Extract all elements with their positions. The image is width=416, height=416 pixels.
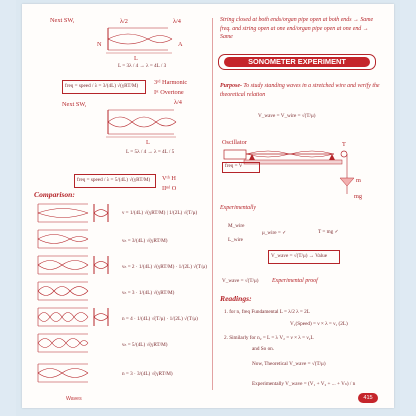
comparison-row-5: n = 4 · 1/(4L) √(T/μ) · 1/(2L) √(T/μ)	[122, 316, 198, 322]
overtone-2nd-label: IIⁿᵈ O	[162, 185, 177, 192]
node-label: N	[97, 41, 102, 48]
experimental-v-wave: Experimentally V_wave = (V₁ + V₂ + ... + Vₙ) / n	[252, 381, 356, 387]
freq-v-label: freq = V	[225, 163, 243, 169]
lambda-half-label: λ/2	[120, 18, 128, 25]
overtone-1st-label: Iˢᵗ Overtone	[154, 89, 184, 96]
lambda-quarter-label-1: λ/4	[173, 18, 181, 25]
purpose-paragraph	[220, 82, 382, 99]
oscillator-label: Oscillator	[222, 139, 247, 146]
comparison-row-3: νₙ = 2 · 1/(4L) √(γRT/M) · 1/(2L) √(T/μ)	[122, 264, 207, 270]
sonometer-banner	[218, 54, 376, 70]
comparison-heading: Comparison:	[34, 190, 75, 199]
comparison-diagrams	[36, 202, 112, 392]
tension-mg-label: T = mg ✓	[318, 229, 339, 235]
tension-t-label: T	[342, 141, 346, 148]
lambda-quarter-label-2: λ/4	[174, 99, 182, 106]
standing-wave-diagram-5th-harmonic	[106, 108, 206, 138]
next-sw-label-2: Next SW,	[62, 101, 87, 108]
freq-formula-1: freq = speed / λ = 3/(4L) √(γRT/M)	[65, 83, 139, 89]
v-wave-value: V_wave = √(T/μ) → Value	[271, 253, 327, 259]
reading-2b: and So on.	[252, 346, 275, 352]
experimentally-label-1: Experimentally	[220, 205, 256, 211]
length-label-2: L	[146, 139, 150, 146]
footer-chapter-label: Waves	[66, 396, 82, 402]
v-wave-equation: V_wave = V_wire = √(T/μ)	[258, 113, 316, 119]
mass-m-label: m	[356, 177, 361, 184]
textbook-page	[22, 4, 394, 408]
page-number-badge: 415	[358, 393, 378, 403]
intro-paragraph: String closed at both ends/organ pipe open at both ends → Same freq. and string open at one end/organ pipe open at one end → Same	[220, 17, 374, 41]
comparison-row-6: νₙ = 5/(4L) √(γRT/M)	[122, 342, 168, 348]
v-wave-experimental: V_wave = √(T/μ)	[222, 278, 259, 284]
reading-2: 2. Similarly for n₂ = L = λ V₂ = ν × λ = ν₂L	[224, 335, 314, 341]
harmonic-3rd-label: 3ʳᵈ Harmonic	[154, 79, 188, 86]
l-wire-label: L_wire	[228, 237, 243, 243]
purpose-text: To study standing waves in a stretched wire and verify the theoretical relation	[220, 83, 380, 98]
length-label-1: L	[134, 55, 138, 62]
purpose-label: Purpose-	[220, 83, 242, 89]
readings-heading: Readings:	[220, 294, 252, 303]
comparison-row-2: νₙ = 3/(4L) √(γRT/M)	[122, 238, 168, 244]
freq-formula-2: freq = speed / λ = 5/(4L) √(γRT/M)	[77, 177, 151, 183]
next-sw-label-1: Next SW,	[50, 17, 75, 24]
mg-label: mg	[354, 193, 363, 200]
comparison-row-4: νₙ = 3 · 1/(4L) √(γRT/M)	[122, 290, 175, 296]
lambda-equation-2: L = 5λ / 4 → λ = 4L / 5	[126, 149, 175, 155]
mu-wire-label: μ_wire = ✓	[262, 230, 287, 236]
comparison-row-1: ν = 1/(4L) √(γRT/M) | 1/(2L) √(T/μ)	[122, 210, 198, 216]
comparison-row-7: n = 3 · 3/(4L) √(γRT/M)	[122, 371, 173, 377]
column-divider	[212, 18, 213, 390]
theoretical-v-wave: Now, Theoretical V_wave = √(T/μ)	[252, 361, 326, 367]
experimental-proof-label: Experimental proof	[272, 278, 318, 284]
sonometer-banner-title: SONOMETER EXPERIMENT	[224, 57, 370, 67]
standing-wave-diagram-3rd-harmonic	[106, 26, 206, 54]
reading-1: 1. for n, freq Fundamental L = λ/2 λ = 2L	[224, 309, 310, 315]
reading-1b: V₁(Speed) = ν × λ = ν₁ (2L)	[290, 321, 348, 327]
lambda-equation-1: L = 3λ / 4 → λ = 4L / 3	[118, 63, 167, 69]
m-wire-label: M_wire	[228, 223, 245, 229]
harmonic-5th-label: Vᵗʰ H	[162, 175, 176, 182]
antinode-label: A	[178, 41, 183, 48]
